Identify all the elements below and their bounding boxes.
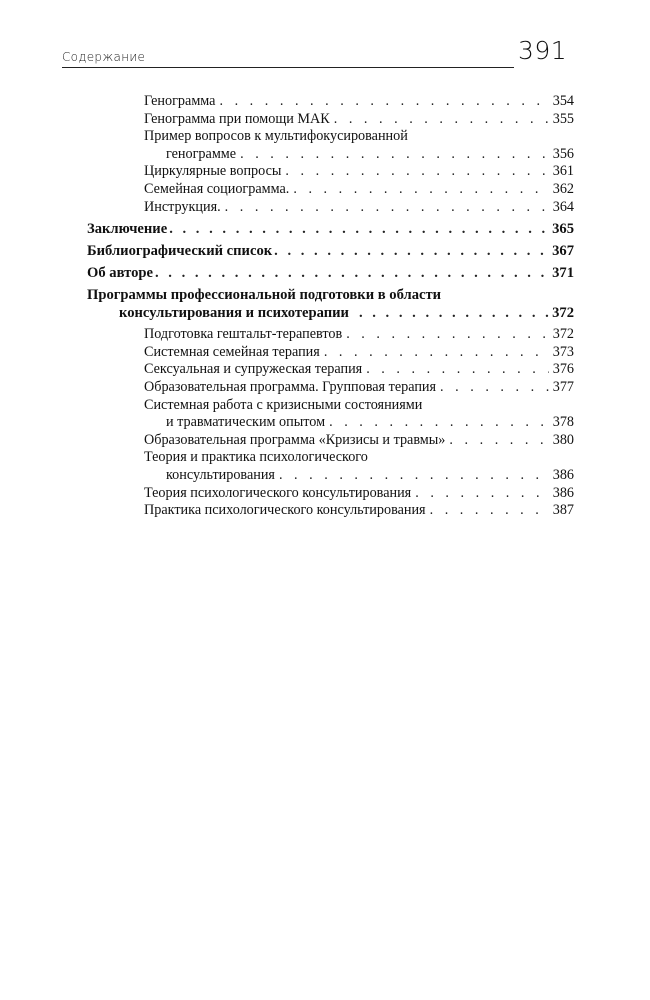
page-number: 391 [518, 36, 568, 65]
toc-entry-circular-questions[interactable] [87, 163, 574, 181]
toc-page-number: 373 [552, 343, 574, 360]
toc-page-number: 361 [552, 163, 574, 180]
toc-page-number: 376 [552, 361, 574, 378]
toc-entry-counseling-theory[interactable] [87, 485, 574, 503]
toc-entry-title: Пример вопросов к мультифокусированной [144, 128, 408, 145]
toc-entry-title: Генограмма [144, 93, 216, 109]
toc-page-number: 380 [552, 431, 574, 448]
toc-entry-title-continued: и травматическим опытом [166, 414, 326, 431]
toc-page-number: 365 [552, 221, 574, 238]
dot-leader [366, 361, 549, 379]
toc-page-number: 362 [552, 180, 574, 197]
toc-entry-crisis-trauma-work[interactable] [87, 397, 574, 432]
toc-entry-title: Заключение [87, 221, 168, 238]
toc-entry-title: Подготовка гештальт-терапевтов [144, 326, 343, 343]
dot-leader [279, 467, 549, 485]
toc-page-number: 386 [552, 466, 574, 483]
toc-entry-conclusion[interactable] [87, 220, 574, 238]
toc-entry-title: Образовательная программа «Кризисы и травмы» [144, 431, 446, 448]
toc-entry-sexual-marital-therapy[interactable] [87, 361, 574, 379]
dot-leader [346, 326, 549, 344]
toc-entry-family-sociogram[interactable] [87, 181, 574, 199]
toc-entry-counseling-practice[interactable] [87, 502, 574, 520]
dot-leader [440, 379, 549, 397]
toc-entry-title-continued: консультирования и психотерапии [119, 305, 349, 322]
toc-entry-title: Теория психологического консультирования [144, 484, 412, 501]
toc-entry-title: Сексуальная и супружеская терапия [144, 361, 363, 378]
toc-page-number: 386 [552, 484, 574, 501]
toc-entry-title: Генограмма при помощи МАК [144, 110, 330, 127]
dot-leader [169, 220, 550, 238]
toc-page-number: 356 [552, 145, 574, 162]
dot-leader [219, 93, 548, 111]
toc-page-number: 372 [552, 305, 574, 322]
dot-leader [225, 199, 549, 217]
toc-entry-title: Программы профессиональной подготовки в области [87, 287, 442, 304]
toc-entry-title-continued: консультирования [166, 466, 275, 483]
toc-entry-title: Практика психологического консультирования [144, 502, 426, 519]
toc-entry-title: Об авторе [87, 265, 153, 282]
toc-page-number: 372 [552, 326, 574, 343]
dot-leader [324, 344, 549, 362]
toc-entry-genogram-mak[interactable] [87, 111, 574, 129]
dot-leader [293, 181, 548, 199]
toc-entry-title: Циркулярные вопросы [144, 163, 282, 180]
toc-page-number: 378 [552, 414, 574, 431]
toc-entry-crisis-trauma-program[interactable] [87, 432, 574, 450]
dot-leader [359, 304, 550, 322]
toc-entry-instruction[interactable] [87, 199, 574, 217]
dot-leader [285, 163, 548, 181]
toc-entry-title: Семейная социограмма. [144, 180, 290, 197]
toc-entry-systemic-family-therapy[interactable] [87, 344, 574, 362]
toc-page-number: 355 [552, 110, 574, 127]
toc-page-number: 367 [552, 243, 574, 260]
toc-page-number: 371 [552, 265, 574, 282]
toc-entry-title: Системная работа с кризисными состояниями [144, 396, 423, 413]
dot-leader [415, 485, 549, 503]
toc-page-number: 377 [552, 378, 574, 395]
toc-entry-bibliography[interactable] [87, 242, 574, 260]
toc-entry-genogram[interactable] [87, 93, 574, 111]
toc-page-number: 364 [552, 198, 574, 215]
toc-entry-title-continued: генограмме [166, 145, 237, 162]
running-header [62, 45, 514, 68]
toc-entry-multifocus-questions[interactable] [87, 128, 574, 163]
dot-leader [449, 432, 548, 450]
toc-entry-title: Инструкция. [144, 198, 221, 215]
toc-entry-title: Теория и практика психологического [144, 449, 368, 466]
dot-leader [334, 111, 549, 129]
toc-page-number: 354 [552, 93, 574, 109]
dot-leader [274, 242, 550, 260]
toc-entry-title: Образовательная программа. Групповая терапия [144, 378, 437, 395]
running-title: Содержание [62, 50, 146, 64]
toc-entry-gestalt-training[interactable] [87, 326, 574, 344]
dot-leader [430, 502, 549, 520]
table-of-contents [87, 93, 574, 520]
toc-page-number: 387 [552, 502, 574, 519]
toc-entry-group-therapy-program[interactable] [87, 379, 574, 397]
dot-leader [240, 146, 549, 164]
dot-leader [155, 264, 550, 282]
toc-entry-title: Системная семейная терапия [144, 343, 320, 360]
dot-leader [329, 414, 549, 432]
toc-entry-counseling-theory-practice[interactable] [87, 449, 574, 484]
toc-entry-about-author[interactable] [87, 264, 574, 282]
toc-entry-title: Библиографический список [87, 243, 273, 260]
toc-entry-training-programs[interactable] [87, 286, 574, 322]
